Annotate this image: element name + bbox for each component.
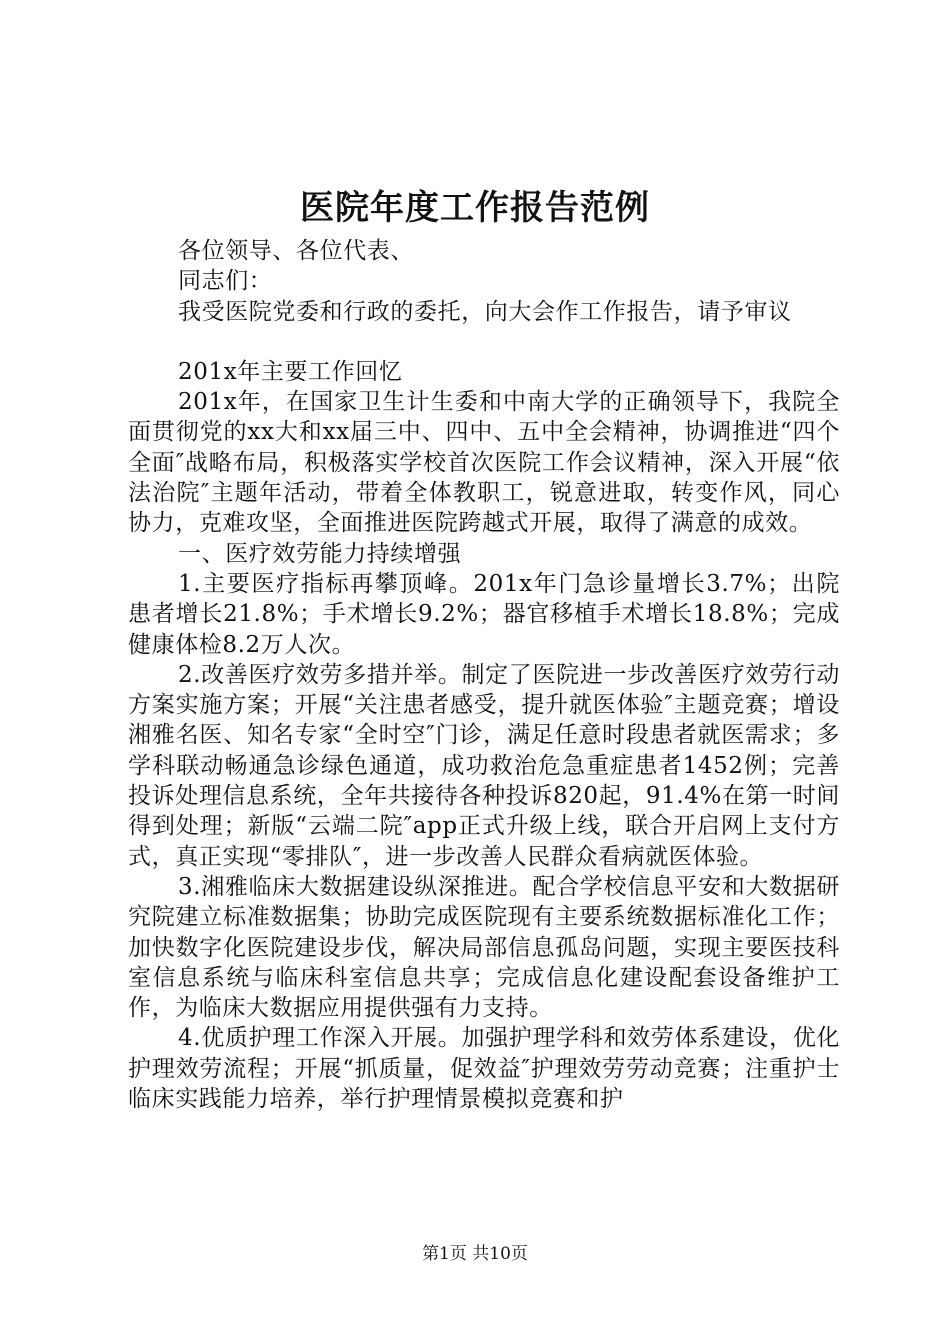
blank-line xyxy=(128,327,840,357)
item-paragraph-2: 2.改善医疗效劳多措并举。制定了医院进一步改善医疗效劳行动方案实施方案；开展“关注患者感受，提升就医体验″主题竞赛；增设湘雅名医、知名专家“全时空″门诊，满足任意时段患者就医需求；多学科联动畅通急诊绿色通道，成功救治危急重症患者1452例；完善投诉处理信息系统，全年共接待各种投诉820起，91.4%在第一时间得到处理；新版“云端二院″app正式升级上线，联合开启网上支付方式，真正实现“零排队″，进一步改善人民群众看病就医体验。 xyxy=(128,661,840,870)
salutation-line-1: 各位领导、各位代表、 xyxy=(178,238,414,264)
item-paragraph-1: 1.主要医疗指标再攀顶峰。201x年门急诊量增长3.7%；出院患者增长21.8%；手术增长9.2%；器官移植手术增长18.8%；完成健康体检8.2万人次。 xyxy=(128,570,840,658)
section-heading-medical-service: 一、医疗效劳能力持续增强 xyxy=(178,540,462,567)
document-title: 医院年度工作报告范例 xyxy=(300,188,650,228)
overview-paragraph: 201x年，在国家卫生计生委和中南大学的正确领导下，我院全面贯彻党的xx大和xx届三中、四中、五中全会精神，协调推进“四个全面″战略布局，积极落实学校首次医院工作会议精神，深入开展“依法治院″主题年活动，带着全体教职工，锐意进取，转变作风，同心协力，克难攻坚，全面推进医院跨越式开展，取得了满意的成效。 xyxy=(128,389,840,537)
salutation-line-2: 同志们： xyxy=(178,268,273,295)
document-body xyxy=(128,236,840,1114)
item-paragraph-4: 4.优质护理工作深入开展。加强护理学科和效劳体系建设，优化护理效劳流程；开展“抓质量，促效益″护理效劳劳动竞赛；注重护士临床实践能力培养，举行护理情景模拟竞赛和护 xyxy=(128,1025,840,1113)
section-heading-review: 201x年主要工作回忆 xyxy=(178,358,403,385)
intro-paragraph: 我受医院党委和行政的委托，向大会作工作报告，请予审议 xyxy=(178,298,792,325)
item-paragraph-3: 3.湘雅临床大数据建设纵深推进。配合学校信息平安和大数据研究院建立标准数据集；协助完成医院现有主要系统数据标准化工作；加快数字化医院建设步伐，解决局部信息孤岛问题，实现主要医技科室信息系统与临床科室信息共享；完成信息化建设配套设备维护工作，为临床大数据应用提供强有力支持。 xyxy=(128,873,840,1022)
page-number: 第1页 共10页 xyxy=(422,1244,528,1264)
